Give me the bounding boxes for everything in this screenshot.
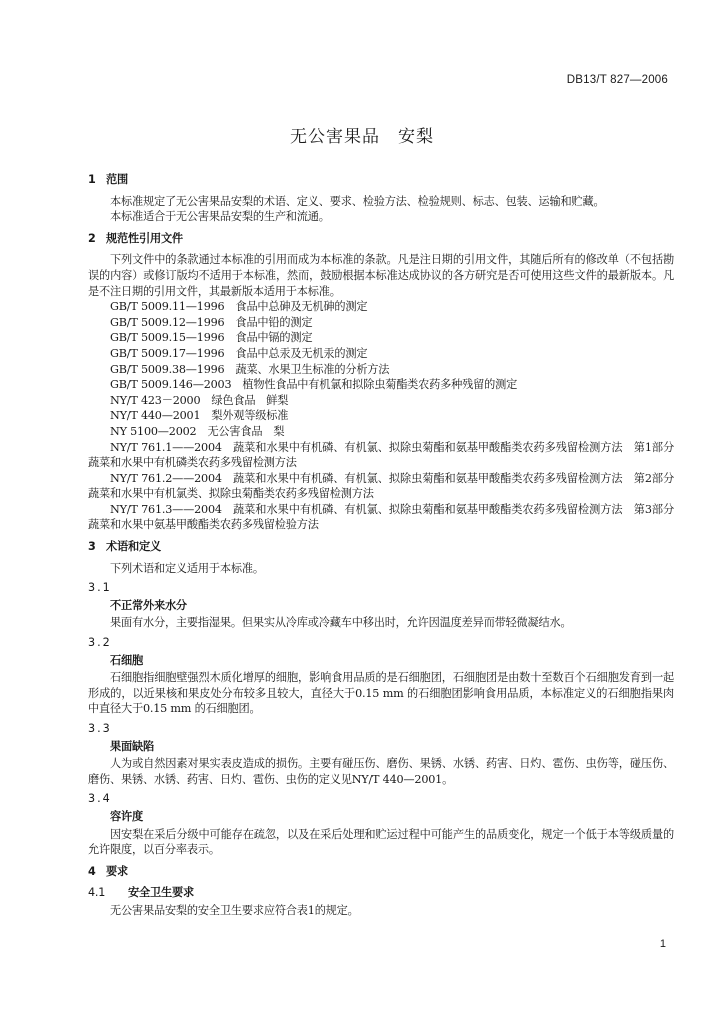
reference-item: NY/T 761.2——2004 蔬菜和水果中有机磷、有机氯、拟除虫菊酯和氨基甲酸酯类农药多残留检测方法 第2部分 蔬菜和水果中有机氯类、拟除虫菊酯类农药多残留检测方法 — [88, 471, 674, 501]
section-title: 规范性引用文件 — [106, 231, 183, 245]
reference-item: NY/T 423－2000 绿色食品 鲜梨 — [110, 393, 289, 407]
reference-item: NY/T 761.3——2004 蔬菜和水果中有机磷、有机氯、拟除虫菊酯和氨基甲酸酯类农药多残留检测方法 第3部分 蔬菜和水果中氨基甲酸酯类农药多残留检验方法 — [88, 502, 674, 532]
reference-item: NY 5100—2002 无公害食品 梨 — [110, 424, 285, 438]
section-title: 范围 — [106, 173, 128, 186]
section-heading-scope — [88, 172, 674, 188]
subsection-number: 4.1 — [88, 886, 106, 900]
term-definition: 果面有水分，主要指湿果。但果实从冷库或冷藏车中移出时，允许因温度差异而带轻微凝结水。 — [110, 616, 572, 630]
term-title: 容许度 — [110, 809, 143, 823]
term-title: 不正常外来水分 — [110, 598, 187, 612]
paragraph: 下列术语和定义适用于本标准。 — [110, 561, 264, 575]
term-number: 3.1 — [88, 581, 112, 595]
section-title: 要求 — [106, 864, 128, 878]
subsection-title: 安全卫生要求 — [128, 886, 194, 900]
term-definition: 人为或自然因素对果实表皮造成的损伤。主要有碰压伤、磨伤、果锈、水锈、药害、日灼、雹伤、虫伤等，碰压伤、磨伤、果锈、水锈、药害、日灼、雹伤、虫伤的定义见NY/T 440—2001。 — [88, 757, 674, 786]
section-heading-normative-references — [88, 231, 674, 247]
reference-item: GB/T 5009.11—1996 食品中总砷及无机砷的测定 — [110, 300, 368, 314]
section-heading-terms — [88, 539, 674, 555]
section-heading-requirements — [88, 864, 674, 880]
document-body — [88, 166, 674, 919]
document-number: DB13/T 827—2006 — [566, 74, 668, 86]
term-number: 3.3 — [88, 722, 112, 735]
term-title: 石细胞 — [110, 653, 143, 667]
paragraph: 无公害果品安梨的安全卫生要求应符合表1的规定。 — [110, 903, 359, 917]
page-number: 1 — [659, 938, 666, 950]
section-title: 术语和定义 — [106, 540, 161, 554]
term-number: 3.4 — [88, 792, 112, 806]
reference-item: GB/T 5009.15—1996 食品中镉的测定 — [110, 331, 313, 345]
reference-item: GB/T 5009.38—1996 蔬菜、水果卫生标准的分析方法 — [110, 362, 390, 376]
reference-item: GB/T 5009.146—2003 植物性食品中有机氯和拟除虫菊酯类农药多种残留的测定 — [110, 378, 518, 392]
document-title: 无公害果品 安梨 — [290, 127, 434, 147]
term-definition: 因安梨在采后分级中可能存在疏忽，以及在采后处理和贮运过程中可能产生的品质变化，规定一个低于本等级质量的允许限度，以百分率表示。 — [88, 827, 674, 857]
subsection-heading-safety — [88, 885, 674, 901]
reference-item: NY/T 440—2001 梨外观等级标准 — [110, 409, 289, 423]
section-number: 3 — [88, 540, 96, 554]
paragraph: 本标准适合于无公害果品安梨的生产和流通。 — [110, 210, 330, 224]
section-number: 1 — [88, 173, 96, 186]
paragraph: 本标准规定了无公害果品安梨的术语、定义、要求、检验方法、检验规则、标志、包装、运输和贮藏。 — [110, 194, 605, 208]
term-definition: 石细胞指细胞壁强烈木质化增厚的细胞，影响食用品质的是石细胞团，石细胞团是由数十至数百个石细胞发育到一起形成的，以近果核和果皮处分布较多且较大，直径大于0.15 mm 的石细胞团影响食用品质，本标准定义的石细胞指果肉中直径大于0.15 mm 的石细胞团。 — [88, 671, 674, 716]
term-title: 果面缺陷 — [110, 739, 154, 753]
section-number: 2 — [88, 231, 96, 245]
section-number: 4 — [88, 864, 96, 878]
term-number: 3.2 — [88, 636, 112, 650]
reference-item: GB/T 5009.17—1996 食品中总汞及无机汞的测定 — [110, 346, 368, 360]
reference-item: GB/T 5009.12—1996 食品中铅的测定 — [110, 315, 313, 329]
reference-item: NY/T 761.1——2004 蔬菜和水果中有机磷、有机氯、拟除虫菊酯和氨基甲酸酯类农药多残留检测方法 第1部分 蔬菜和水果中有机磷类农药多残留检测方法 — [88, 440, 674, 470]
paragraph: 下列文件中的条款通过本标准的引用而成为本标准的条款。凡是注日期的引用文件，其随后所有的修改单（不包括勘误的内容）或修订版均不适用于本标准，然而，鼓励根据本标准达成协议的各方研究是否可使用这些文件的最新版本。凡是不注日期的引用文件，其最新版本适用于本标准。 — [88, 253, 674, 298]
